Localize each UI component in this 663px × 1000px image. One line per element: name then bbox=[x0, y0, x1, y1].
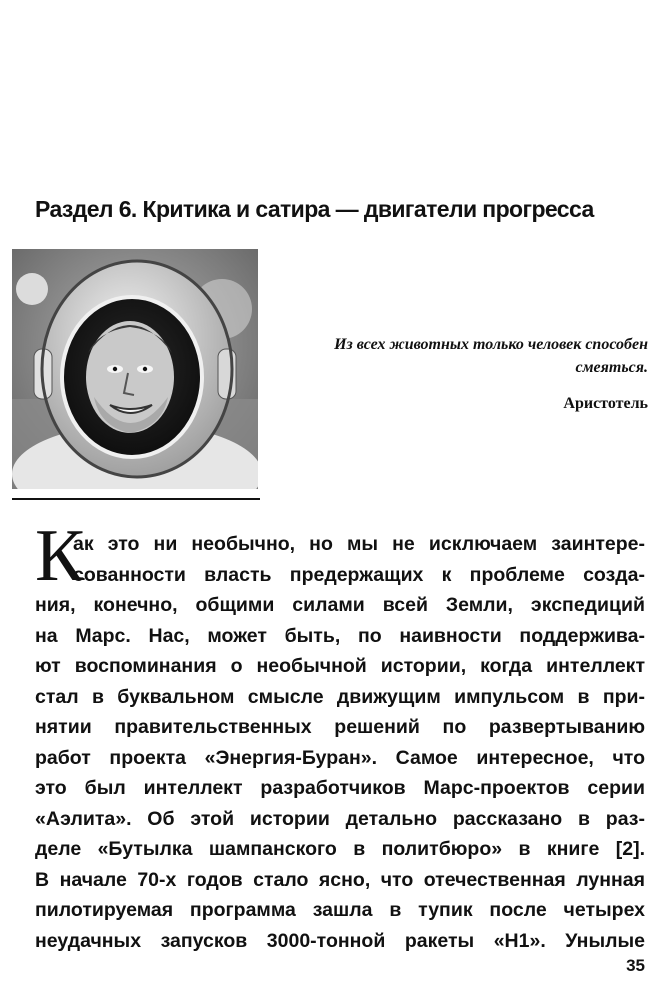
text-line: ют воспоминания о необычной истории, когда интеллект bbox=[35, 655, 645, 677]
text-line: работ проекта «Энергия-Буран». Самое интересное, что bbox=[35, 746, 645, 769]
astronaut-illustration bbox=[12, 249, 258, 489]
text-line: «Аэлита». Об этой истории детально рассказано в раз- bbox=[35, 807, 645, 830]
epigraph-quote-line: Из всех животных только человек способен bbox=[334, 336, 648, 353]
text-line: стал в буквальном смысле движущим импульсом в при- bbox=[35, 685, 645, 708]
text-line: неудачных запусков 3000-тонной ракеты «Н1». Унылые bbox=[35, 929, 645, 952]
text-line: ния, конечно, общими силами всей Земли, экспедиций bbox=[35, 594, 645, 616]
text-line: пилотируемая программа зашла в тупик после четырех bbox=[35, 899, 645, 921]
body-text bbox=[35, 529, 645, 956]
section-heading: Раздел 6. Критика и сатира — двигатели прогресса bbox=[35, 196, 594, 222]
epigraph bbox=[258, 333, 648, 415]
text-line: ак это ни необычно, но мы не исключаем заинтере- bbox=[73, 533, 645, 555]
text-line: нятии правительственных решений по развертыванию bbox=[35, 716, 645, 738]
text-line: на Марс. Нас, может быть, по наивности поддержива- bbox=[35, 624, 645, 647]
text-line: В начале 70-х годов стало ясно, что отечественная лунная bbox=[35, 868, 645, 891]
epigraph-quote bbox=[258, 333, 648, 379]
epigraph-quote-line: смеяться. bbox=[575, 359, 648, 376]
astronaut-image bbox=[12, 249, 258, 489]
text-line: деле «Бутылка шампанского в политбюро» в книге [2]. bbox=[35, 838, 645, 860]
epigraph-author: Аристотель bbox=[563, 395, 648, 412]
text-line: сованности власть предержащих к проблеме созда- bbox=[73, 563, 645, 586]
page-number: 35 bbox=[626, 956, 645, 975]
drop-cap: К bbox=[35, 515, 85, 597]
illustration-divider bbox=[12, 498, 260, 500]
text-line: это был интеллект разработчиков Марс-проектов серии bbox=[35, 777, 645, 799]
